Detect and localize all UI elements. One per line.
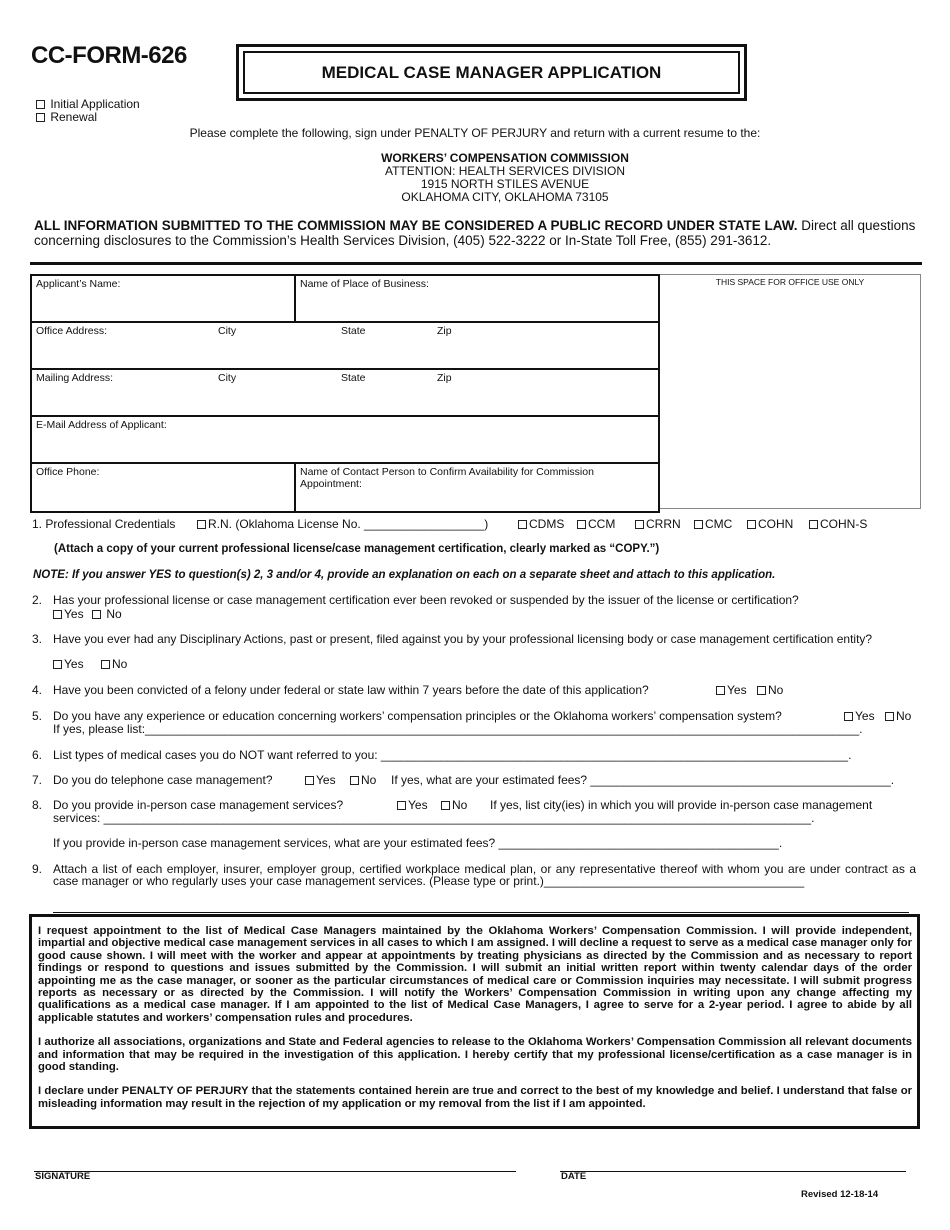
notice-bold: ALL INFORMATION SUBMITTED TO THE COMMISSION MAY BE CONSIDERED A PUBLIC RECORD UNDER STATE LAW. xyxy=(34,218,798,233)
declaration-paragraph-2: I authorize all associations, organizations and State and Federal agencies to release to the Oklahoma Workers’ Compensation Commission all relevant documents and information that may be required in the investigation of this application. I hereby certify that my professional license/certification as a case manager is in good standing. xyxy=(38,1036,912,1074)
question-number: 8. xyxy=(32,798,43,812)
declaration-box xyxy=(29,914,920,1129)
question-9 xyxy=(0,863,950,893)
question-number: 7. xyxy=(32,773,43,787)
checkbox-icon[interactable] xyxy=(885,712,894,721)
checkbox-icon[interactable] xyxy=(350,776,359,785)
q5-no[interactable]: No xyxy=(885,710,911,722)
question-6 xyxy=(0,749,950,765)
address-street: 1915 NORTH STILES AVENUE xyxy=(420,177,590,191)
question-8 xyxy=(0,799,950,855)
address-org: WORKERS’ COMPENSATION COMMISSION xyxy=(381,151,629,165)
question-7 xyxy=(0,774,950,790)
state-label: State xyxy=(341,325,366,337)
q8-city-prompt: If yes, list city(ies) in which you will provide in-person case management xyxy=(490,798,873,812)
section-divider xyxy=(30,262,922,265)
q1-rn-option[interactable]: R.N. (Oklahoma License No. __________________) xyxy=(197,518,488,530)
applicant-name-field[interactable]: Applicant’s Name: xyxy=(32,276,296,321)
address-attention: ATTENTION: HEALTH SERVICES DIVISION xyxy=(384,164,626,178)
office-phone-field[interactable]: Office Phone: xyxy=(32,464,296,511)
checkbox-icon[interactable] xyxy=(53,660,62,669)
question-number: 2. xyxy=(32,593,43,607)
zip-label: Zip xyxy=(437,372,452,384)
city-label: City xyxy=(218,325,237,337)
initial-application-option[interactable]: Initial Application xyxy=(36,98,140,111)
checkbox-icon[interactable] xyxy=(844,712,853,721)
date-label: DATE xyxy=(561,1171,587,1182)
signature-line[interactable] xyxy=(34,1171,516,1172)
question-2 xyxy=(0,594,950,624)
q1-cohn-s-option[interactable]: COHN-S xyxy=(809,518,867,530)
declaration-paragraph-1: I request appointment to the list of Medical Case Managers maintained by the Oklahoma Workers’ Compensation Commission. I will provide independent, impartial and objective medical case management services in all cases to which I am assigned. I will decline a request to serve as a medical case manager only for good cause shown. I will meet with the worker and appear at appointments by treating physicians as directed by the Commission and as necessary to report findings or respond to questions and issues submitted by the Commission. I will submit an initial written report within twenty calendar days of the order appointing me as the case manager, or sooner as the particular circumstances of medical care or Commission inquiries may necessitate. I will submit progress reports as necessary or as directed by the Commission. I will notify the Workers’ Compensation Commission in writing upon any change affecting my qualifications as a medical case manager. If I am appointed to the list of Medical Case Managers, I agree to serve for a 2-year period. I agree to abide by all applicable statutes and workers’ compensation rules and procedures. xyxy=(38,925,912,1024)
mailing-address-block xyxy=(0,152,950,204)
checkbox-icon[interactable] xyxy=(53,610,62,619)
q7-fees-line[interactable]: If yes, what are your estimated fees? _____________________________________________. xyxy=(391,773,895,787)
q3-yes[interactable]: Yes xyxy=(53,658,84,670)
q8-yes[interactable]: Yes xyxy=(397,799,428,811)
q1-crrn-option[interactable]: CRRN xyxy=(635,518,681,530)
q4-no[interactable]: No xyxy=(757,684,783,696)
checkbox-icon[interactable] xyxy=(101,660,110,669)
city-label: City xyxy=(218,372,237,384)
q1-label: 1. Professional Credentials xyxy=(32,517,176,531)
question-text: Do you do telephone case management? xyxy=(53,773,273,787)
question-4 xyxy=(0,684,950,700)
question-text[interactable]: List types of medical cases you do NOT want referred to you: ______________________________________________________________________. xyxy=(53,748,852,762)
checkbox-icon[interactable] xyxy=(397,801,406,810)
q5-list-line[interactable]: If yes, please list:___________________________________________________________________________________________________________. xyxy=(53,722,863,736)
checkbox-icon[interactable] xyxy=(305,776,314,785)
question-5 xyxy=(0,710,950,738)
checkbox-icon[interactable] xyxy=(757,686,766,695)
question-number: 6. xyxy=(32,748,43,762)
question-number: 3. xyxy=(32,632,43,646)
public-record-notice xyxy=(34,218,916,248)
checkbox-icon[interactable] xyxy=(441,801,450,810)
q9-answer-line[interactable] xyxy=(53,912,909,913)
q7-yes[interactable]: Yes xyxy=(305,774,336,786)
zip-label: Zip xyxy=(437,325,452,337)
title-box xyxy=(236,44,747,101)
q1-cohn-option[interactable]: COHN xyxy=(747,518,793,530)
grid-row xyxy=(32,370,658,417)
question-text: Do you provide in-person case management services? xyxy=(53,798,344,812)
application-type xyxy=(36,98,140,124)
question-3 xyxy=(0,633,950,673)
question-number: 9. xyxy=(32,862,43,876)
form-title: MEDICAL CASE MANAGER APPLICATION xyxy=(243,51,740,94)
q1-cmc-option[interactable]: CMC xyxy=(694,518,732,530)
signature-label: SIGNATURE xyxy=(35,1171,91,1182)
business-name-field[interactable]: Name of Place of Business: xyxy=(300,278,429,290)
applicant-info-grid xyxy=(30,274,660,513)
q1-attach-instruction: (Attach a copy of your current professional license/case management certification, clearly marked as “COPY.”) xyxy=(54,543,660,555)
question-number: 5. xyxy=(32,709,43,723)
checkbox-icon[interactable] xyxy=(518,520,527,529)
q8-fees-line[interactable]: If you provide in-person case management services, what are your estimated fees? __________________________________________. xyxy=(53,836,783,850)
checkbox-icon[interactable] xyxy=(716,686,725,695)
q8-services-line[interactable]: services: __________________________________________________________________________________________________________. xyxy=(53,811,815,825)
q1-ccm-option[interactable]: CCM xyxy=(577,518,615,530)
checkbox-icon[interactable] xyxy=(36,100,45,109)
form-number: CC-FORM-626 xyxy=(31,42,187,69)
grid-row xyxy=(32,464,658,511)
notice-rest: Direct all questions concerning disclosures to the Commission’s Health Services Division, (405) 522-3222 or In-State Toll Free, (855) 291-3612. xyxy=(34,218,916,248)
grid-row xyxy=(32,323,658,370)
checkbox-icon[interactable] xyxy=(197,520,206,529)
email-field[interactable]: E-Mail Address of Applicant: xyxy=(36,419,167,431)
state-label: State xyxy=(341,372,366,384)
q2-yes[interactable]: Yes xyxy=(53,608,84,620)
mailing-address-field[interactable]: Mailing Address: City State Zip xyxy=(36,372,452,384)
checkbox-icon[interactable] xyxy=(635,520,644,529)
q2-no[interactable]: No xyxy=(92,608,122,620)
office-use-area xyxy=(660,274,921,509)
contact-person-field[interactable]: Name of Contact Person to Confirm Availability for Commission Appointment: xyxy=(300,466,594,490)
revision-date: Revised 12-18-14 xyxy=(801,1189,879,1200)
question-text: Have you ever had any Disciplinary Actions, past or present, filed against you by your professional licensing body or case management certification entity? xyxy=(53,632,873,646)
question-text: Do you have any experience or education concerning workers’ compensation principles or the Oklahoma workers’ compensation system? xyxy=(53,709,782,723)
checkbox-icon[interactable] xyxy=(694,520,703,529)
checkbox-icon[interactable] xyxy=(747,520,756,529)
checkbox-icon[interactable] xyxy=(577,520,586,529)
declaration-paragraph-3: I declare under PENALTY OF PERJURY that the statements contained herein are true and correct to the best of my knowledge and belief. I understand that false or misleading information may result in the rejection of my application or my removal from the list if I am appointed. xyxy=(38,1085,912,1110)
office-address-field[interactable]: Office Address: City State Zip xyxy=(36,325,452,337)
q8-no[interactable]: No xyxy=(441,799,467,811)
question-text: Has your professional license or case management certification ever been revoked or suspended by the issuer of the license or certification? xyxy=(53,593,799,607)
q5-yes[interactable]: Yes xyxy=(844,710,875,722)
renewal-option[interactable]: Renewal xyxy=(36,111,140,124)
question-number: 4. xyxy=(32,683,43,697)
intro-text: Please complete the following, sign under PENALTY OF PERJURY and return with a current resume to the: xyxy=(189,126,761,140)
note-text: NOTE: If you answer YES to question(s) 2, 3 and/or 4, provide an explanation on each on a separate sheet and attach to this application. xyxy=(33,569,776,581)
q3-no[interactable]: No xyxy=(101,658,127,670)
checkbox-icon[interactable] xyxy=(809,520,818,529)
checkbox-icon[interactable] xyxy=(92,610,101,619)
question-text: Have you been convicted of a felony under federal or state law within 7 years before the date of this application? xyxy=(53,683,649,697)
office-use-label: THIS SPACE FOR OFFICE USE ONLY xyxy=(715,277,865,287)
q1-cdms-option[interactable]: CDMS xyxy=(518,518,564,530)
question-text[interactable]: Attach a list of each employer, insurer, employer group, certified workplace medical plan, or any representative thereof with whom you are under contract as a case manager or who regularly uses your case management services. (Please type or print.)_______________________________________ xyxy=(53,862,916,888)
q7-no[interactable]: No xyxy=(350,774,376,786)
address-city: OKLAHOMA CITY, OKLAHOMA 73105 xyxy=(401,190,609,204)
q4-yes[interactable]: Yes xyxy=(716,684,747,696)
grid-row xyxy=(32,417,658,464)
grid-row xyxy=(32,276,658,323)
checkbox-icon[interactable] xyxy=(36,113,45,122)
date-line[interactable] xyxy=(560,1171,906,1172)
